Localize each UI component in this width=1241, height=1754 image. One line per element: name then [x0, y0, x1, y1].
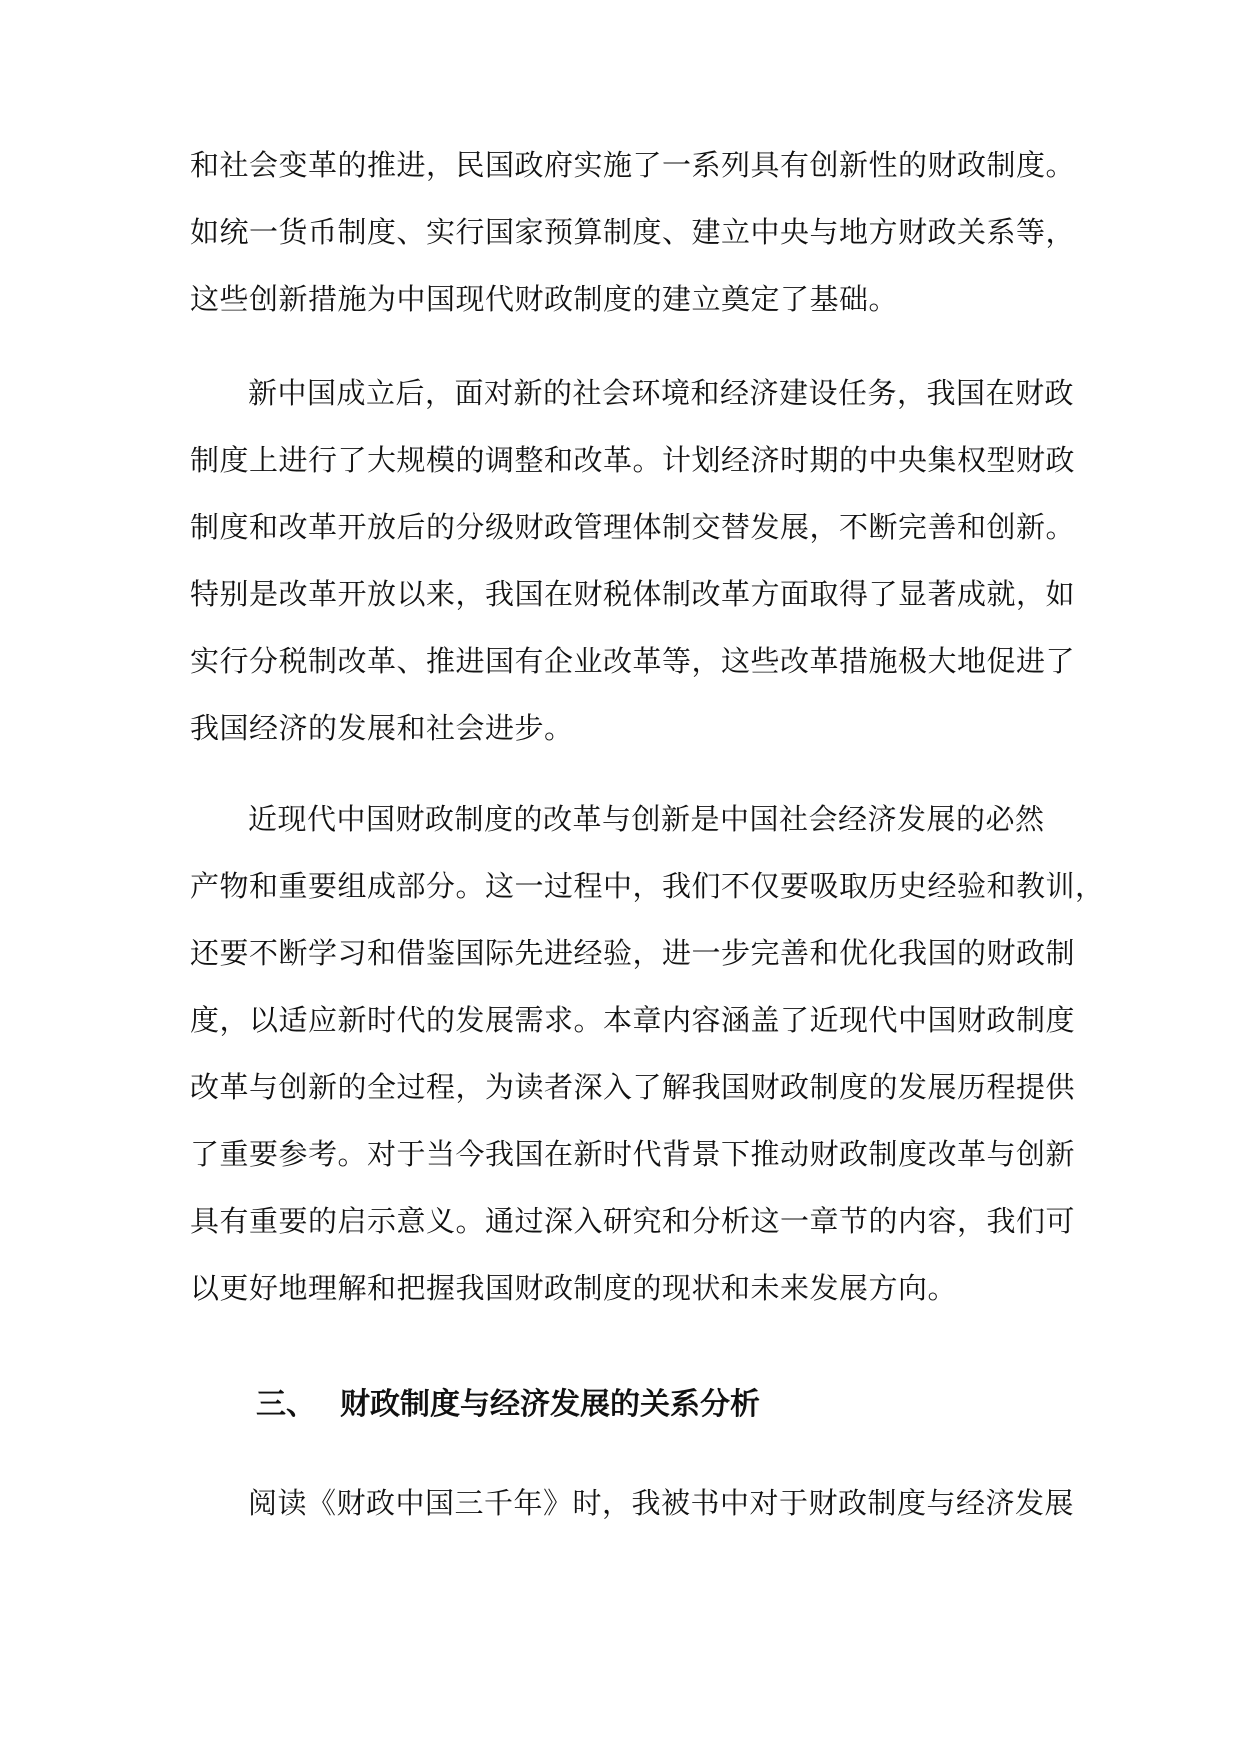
paragraph-2-line-5: 实行分税制改革、推进国有企业改革等，这些改革措施极大地促进了 — [190, 644, 1076, 678]
paragraph-3-line-4: 度，以适应新时代的发展需求。本章内容涵盖了近现代中国财政制度 — [190, 1003, 1076, 1037]
paragraph-1-line-1: 和社会变革的推进，民国政府实施了一系列具有创新性的财政制度。 — [190, 148, 1076, 182]
paragraph-3-line-6: 了重要参考。对于当今我国在新时代背景下推动财政制度改革与创新 — [190, 1137, 1076, 1171]
section-number: 三、 — [256, 1387, 316, 1422]
paragraph-3-line-5: 改革与创新的全过程，为读者深入了解我国财政制度的发展历程提供 — [190, 1070, 1076, 1104]
paragraph-2-line-3: 制度和改革开放后的分级财政管理体制交替发展，不断完善和创新。 — [190, 510, 1076, 544]
paragraph-3-line-1: 近现代中国财政制度的改革与创新是中国社会经济发展的必然 — [248, 802, 1045, 836]
paragraph-4-line-1: 阅读《财政中国三千年》时，我被书中对于财政制度与经济发展 — [248, 1486, 1075, 1520]
paragraph-1-line-2: 如统一货币制度、实行国家预算制度、建立中央与地方财政关系等， — [190, 215, 1076, 249]
paragraph-2-line-4: 特别是改革开放以来，我国在财税体制改革方面取得了显著成就，如 — [190, 577, 1076, 611]
paragraph-3-line-3: 还要不断学习和借鉴国际先进经验，进一步完善和优化我国的财政制 — [190, 936, 1076, 970]
paragraph-2-line-2: 制度上进行了大规模的调整和改革。计划经济时期的中央集权型财政 — [190, 443, 1076, 477]
paragraph-2-line-6: 我国经济的发展和社会进步。 — [190, 711, 574, 745]
section-title: 财政制度与经济发展的关系分析 — [340, 1387, 760, 1422]
paragraph-3-line-2: 产物和重要组成部分。这一过程中，我们不仅要吸取历史经验和教训， — [190, 869, 1105, 903]
section-heading — [256, 1385, 760, 1425]
paragraph-3-line-7: 具有重要的启示意义。通过深入研究和分析这一章节的内容，我们可 — [190, 1204, 1076, 1238]
paragraph-1-line-3: 这些创新措施为中国现代财政制度的建立奠定了基础。 — [190, 282, 899, 316]
paragraph-2-line-1: 新中国成立后，面对新的社会环境和经济建设任务，我国在财政 — [248, 376, 1075, 410]
paragraph-3-line-8: 以更好地理解和把握我国财政制度的现状和未来发展方向。 — [190, 1271, 958, 1305]
